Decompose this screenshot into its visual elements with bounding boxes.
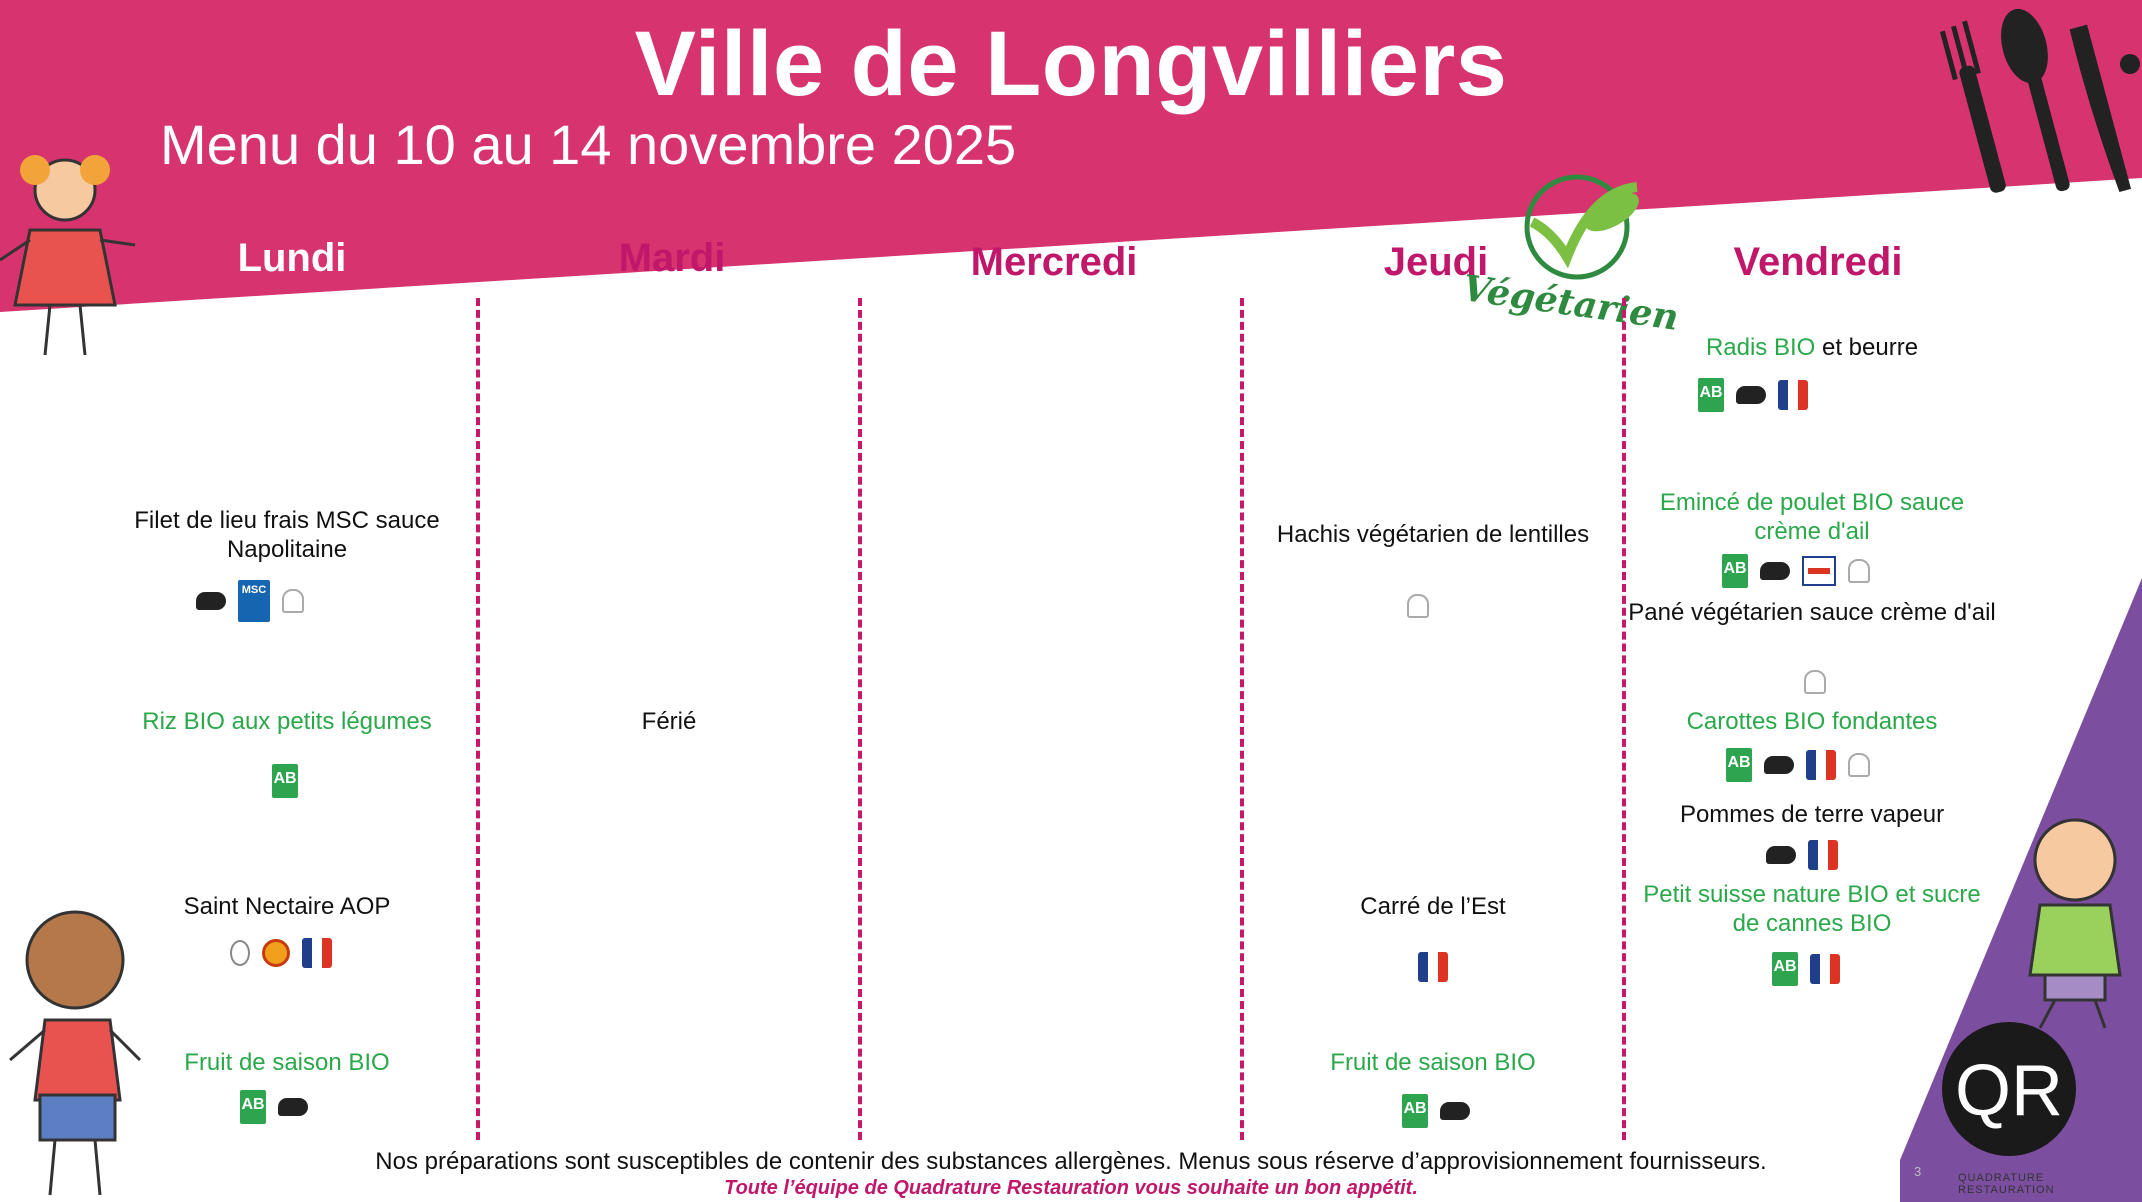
vendredi-legume: Carottes BIO fondantes (1686, 708, 1938, 735)
lundi-plat-labels (196, 580, 304, 622)
france-flag-icon (302, 938, 332, 968)
fait-maison-icon (278, 1098, 308, 1116)
fait-maison-icon (1736, 386, 1766, 404)
column-divider (858, 298, 862, 1140)
ab-bio-icon: AB (1722, 554, 1748, 588)
day-header-mercredi: Mercredi (970, 240, 1138, 284)
mardi-ferie: Férié (641, 708, 697, 735)
ab-bio-icon: AB (1402, 1094, 1428, 1128)
chef-hat-icon (1407, 594, 1429, 618)
ab-bio-icon: AB (1698, 378, 1724, 412)
fait-maison-icon (1764, 756, 1794, 774)
ab-bio-icon: AB (1772, 952, 1798, 986)
vendredi-entree-bio: Radis BIO (1705, 334, 1816, 361)
day-header-mardi: Mardi (618, 236, 726, 280)
allergen-notice: Nos préparations sont susceptibles de contenir des substances allergènes. Menus sous réserve d’approvisionnement fournisseurs. (375, 1148, 1767, 1175)
jeudi-plat: Hachis végétarien de lentilles (1276, 521, 1590, 548)
ab-bio-icon: AB (1726, 748, 1752, 782)
page-subtitle: Menu du 10 au 14 novembre 2025 (160, 113, 1017, 176)
day-header-vendredi: Vendredi (1733, 240, 1903, 284)
ab-bio-icon: AB (272, 764, 298, 798)
vendredi-entree (1627, 333, 1997, 362)
lundi-dessert-labels (240, 1090, 308, 1124)
jeudi-plat-labels (1407, 594, 1429, 618)
chef-hat-icon (282, 589, 304, 613)
france-flag-icon (1806, 750, 1836, 780)
chef-hat-icon (1804, 670, 1826, 694)
vendredi-entree-rest: et beurre (1815, 334, 1919, 361)
cutlery-icon (1940, 4, 2140, 204)
volaille-francaise-icon (1802, 556, 1836, 586)
fait-maison-icon (1440, 1102, 1470, 1120)
vendredi-feculent-labels (1766, 840, 1838, 870)
lundi-accompagnement: Riz BIO aux petits légumes (142, 708, 432, 735)
qr-logo (1942, 1022, 2076, 1156)
aoc-icon (230, 940, 250, 966)
france-flag-icon (1808, 840, 1838, 870)
page-number: 3 (1914, 1164, 1922, 1179)
fait-maison-icon (1760, 562, 1790, 580)
column-divider (1240, 298, 1244, 1140)
lundi-accompagnement-labels (272, 764, 298, 798)
vendredi-entree-labels (1698, 378, 1808, 412)
brand-name: QUADRATURE RESTAURATION (1958, 1172, 2055, 1196)
vendredi-dessert: Petit suisse nature BIO et sucre de cannes BIO (1643, 881, 1981, 937)
jeudi-dessert-labels (1402, 1094, 1470, 1128)
lundi-dessert: Fruit de saison BIO (184, 1049, 390, 1076)
day-header-jeudi: Jeudi (1383, 240, 1489, 284)
france-flag-icon (1810, 954, 1840, 984)
jeudi-dessert: Fruit de saison BIO (1330, 1049, 1536, 1076)
vendredi-plat2-labels (1804, 670, 1826, 694)
fait-maison-icon (196, 592, 226, 610)
day-header-lundi: Lundi (237, 236, 347, 280)
vendredi-dessert-labels (1772, 952, 1840, 986)
jeudi-fromage-labels (1418, 952, 1448, 982)
vendredi-plat1: Emincé de poulet BIO sauce crème d'ail (1659, 489, 1965, 545)
chef-hat-icon (1848, 753, 1870, 777)
fait-maison-icon (1766, 846, 1796, 864)
column-divider (476, 298, 480, 1140)
msc-icon: MSC (238, 580, 270, 622)
vendredi-plat1-labels (1722, 554, 1870, 588)
column-divider (1622, 298, 1626, 1140)
closing-message: Toute l’équipe de Quadrature Restauration vous souhaite un bon appétit. (724, 1177, 1418, 1199)
vendredi-feculent: Pommes de terre vapeur (1679, 801, 1945, 828)
lundi-fromage-labels (230, 938, 332, 968)
jeudi-fromage: Carré de l’Est (1360, 893, 1506, 920)
vendredi-plat2: Pané végétarien sauce crème d'ail (1628, 599, 1996, 626)
france-flag-icon (1778, 380, 1808, 410)
page-title: Ville de Longvilliers (634, 13, 1508, 115)
france-flag-icon (1418, 952, 1448, 982)
girl-jumping-drawing-icon (1995, 800, 2142, 1030)
vendredi-legume-labels (1726, 748, 1870, 782)
chef-hat-icon (1848, 559, 1870, 583)
ab-bio-icon: AB (240, 1090, 266, 1124)
qr-logo-text: QR (1955, 1051, 2063, 1131)
lundi-fromage: Saint Nectaire AOP (183, 893, 391, 920)
lundi-plat: Filet de lieu frais MSC sauce Napolitaine (134, 507, 440, 563)
aop-icon (262, 939, 290, 967)
vegetarian-label: Végétarien (1460, 267, 1682, 339)
